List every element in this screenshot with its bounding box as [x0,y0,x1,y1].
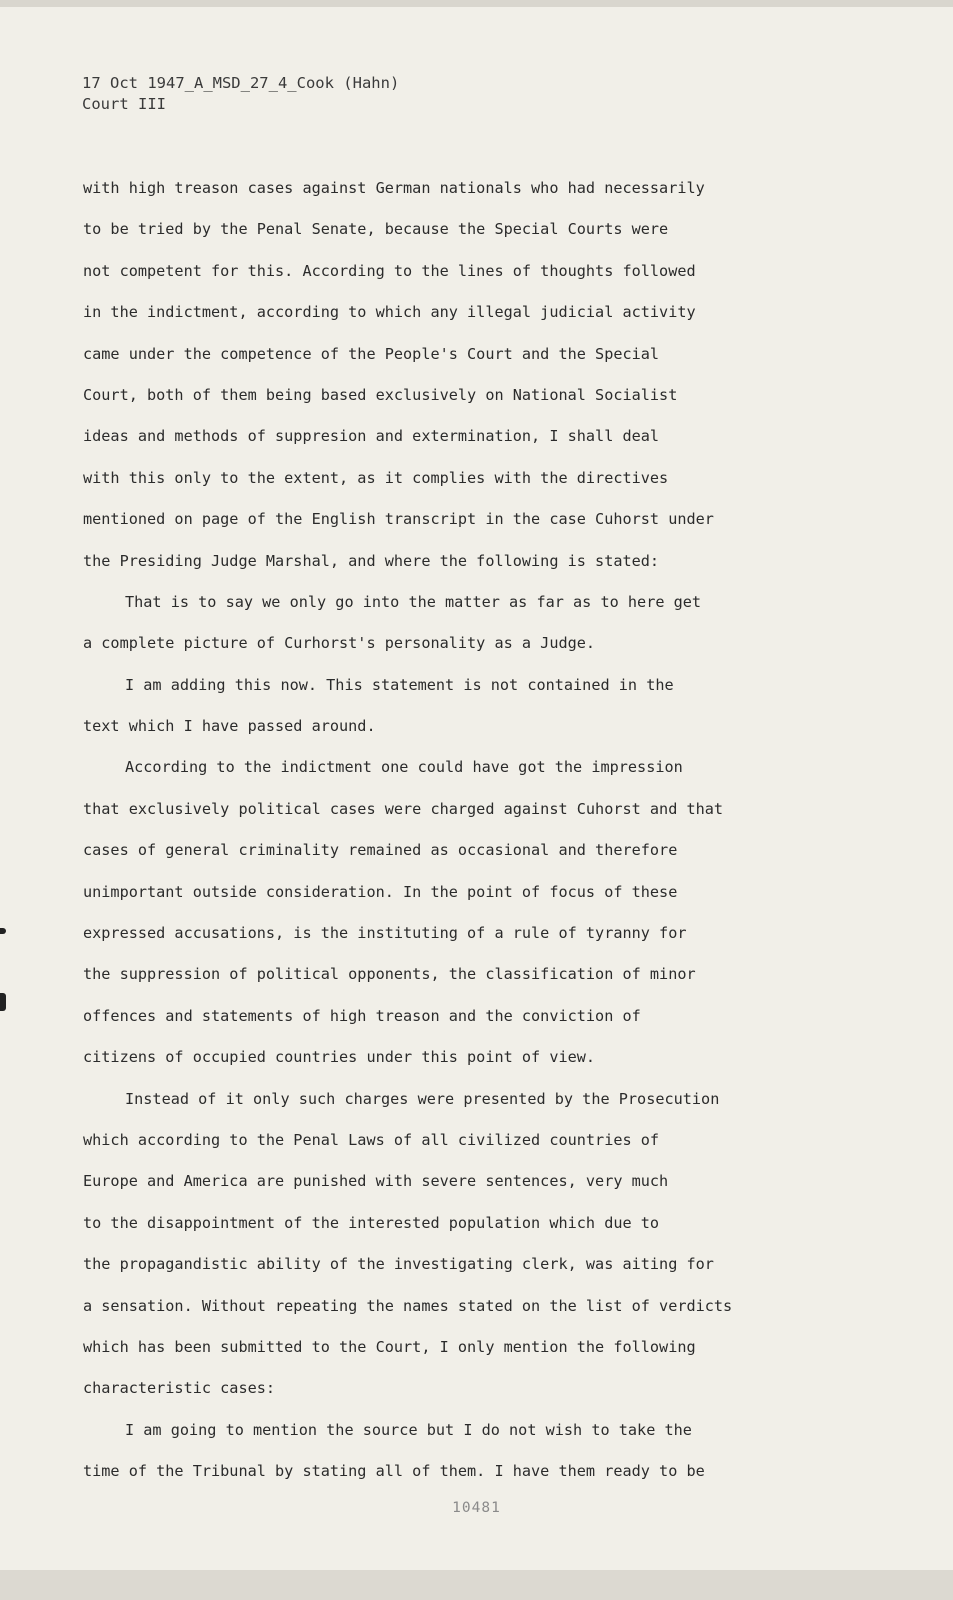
punch-hole-mark-upper [0,928,6,934]
text-line: I am going to mention the source but I do not wish to take the [125,1420,692,1439]
page-top-edge [0,0,953,7]
text-line: unimportant outside consideration. In the point of focus of these [83,882,678,901]
text-line: Instead of it only such charges were presented by the Prosecution [125,1089,720,1108]
text-line: offences and statements of high treason and the conviction of [83,1006,641,1025]
text-line: came under the competence of the People's Court and the Special [83,344,660,363]
text-line: to the disappointment of the interested population which due to [83,1213,660,1232]
header-date-reference: 17 Oct 1947_A_MSD_27_4_Cook (Hahn) [82,74,400,92]
page-bottom-edge [0,1570,953,1600]
text-line: a complete picture of Curhorst's personality as a Judge. [83,634,596,653]
page-number: 10481 [452,1500,501,1516]
text-line: Europe and America are punished with severe sentences, very much [83,1172,669,1191]
text-line: the propagandistic ability of the investigating clerk, was aiting for [83,1255,714,1274]
text-line: with this only to the extent, as it complies with the directives [83,468,669,487]
transcript-body [83,176,923,1501]
text-line: Court, both of them being based exclusively on National Socialist [83,385,678,404]
text-line: I am adding this now. This statement is not contained in the [125,675,674,694]
text-line: a sensation. Without repeating the names stated on the list of verdicts [83,1296,733,1315]
text-line: According to the indictment one could have got the impression [125,758,683,777]
text-line: characteristic cases: [83,1379,276,1398]
header-court: Court III [82,95,166,113]
text-line: which has been submitted to the Court, I only mention the following [83,1337,696,1356]
text-line: mentioned on page of the English transcript in the case Cuhorst under [83,510,714,529]
text-line: to be tried by the Penal Senate, because the Special Courts were [83,220,669,239]
text-line: expressed accusations, is the instituting of a rule of tyranny for [83,924,687,943]
punch-hole-mark-lower [0,993,6,1011]
text-line: in the indictment, according to which any illegal judicial activity [83,303,696,322]
document-header [82,73,399,115]
text-line: time of the Tribunal by stating all of them. I have them ready to be [83,1462,705,1481]
text-line: cases of general criminality remained as occasional and therefore [83,841,678,860]
text-line: text which I have passed around. [83,717,376,736]
text-line: the suppression of political opponents, the classification of minor [83,965,696,984]
text-line: the Presiding Judge Marshal, and where the following is stated: [83,551,660,570]
text-line: That is to say we only go into the matter as far as to here get [125,592,702,611]
text-line: citizens of occupied countries under this point of view. [83,1048,596,1067]
text-line: which according to the Penal Laws of all civilized countries of [83,1130,660,1149]
text-line: that exclusively political cases were charged against Cuhorst and that [83,799,724,818]
text-line: ideas and methods of suppresion and extermination, I shall deal [83,427,660,446]
text-line: not competent for this. According to the lines of thoughts followed [83,261,696,280]
text-line: with high treason cases against German nationals who had necessarily [83,179,705,197]
